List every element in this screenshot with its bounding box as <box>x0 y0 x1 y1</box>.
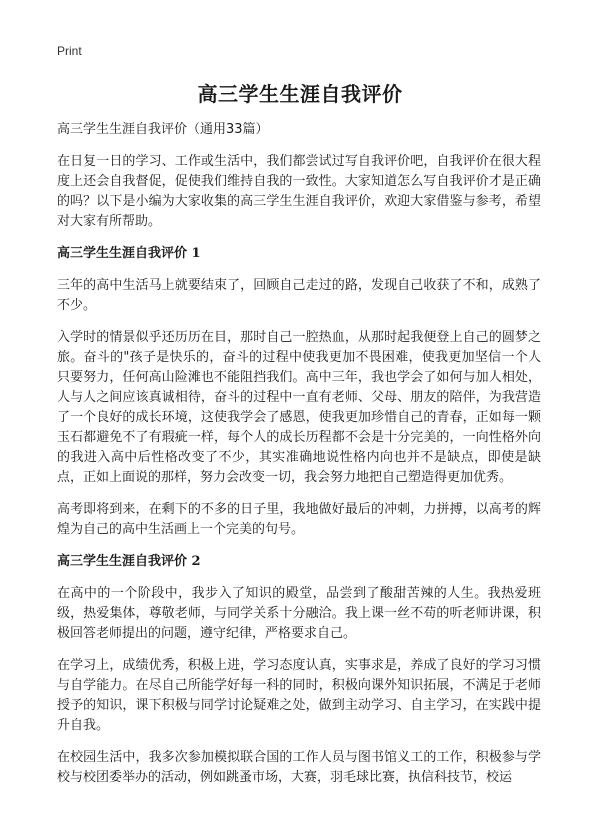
document-body <box>57 120 541 800</box>
section-paragraph: 在学习上，成绩优秀，积极上进，学习态度认真，实事求是，养成了良好的学习习惯与自学能力。在尽自己所能学好每一科的同时，积极向课外知识拓展，不满足于老师授予的知识，课下积极与同学讨论疑难之处，做到主动学习、自主学习，在实践中提升自我。 <box>57 658 541 733</box>
document-subtitle: 高三学生生涯自我评价（通用33篇） <box>57 122 269 137</box>
section-heading: 高三学生生涯自我评价 2 <box>57 554 201 569</box>
print-link[interactable]: Print <box>57 44 82 58</box>
section-paragraph: 高考即将到来，在剩下的不多的日子里，我地做好最后的冲刺，力拼搏，以高考的辉煌为自己的高中生活画上一个完美的句号。 <box>57 502 541 537</box>
page-title: 高三学生生涯自我评价 <box>197 82 403 106</box>
intro-paragraph: 在日复一日的学习、工作或生活中，我们都尝试过写自我评价吧，自我评价在很大程度上还会自我督促，促使我们维持自我的一致性。大家知道怎么写自我评价才是正确的吗？以下是小编为大家收集的高三学生生涯自我评价，欢迎大家借鉴与参考，希望对大家有所帮助。 <box>57 154 541 229</box>
section-paragraph: 在高中的一个阶段中，我步入了知识的殿堂，品尝到了酸甜苦辣的人生。我热爱班级，热爱集体，尊敬老师，与同学关系十分融洽。我上课一丝不苟的听老师讲课，积极回答老师提出的问题，遵守纪律，严格要求自己。 <box>57 586 541 641</box>
section-paragraph: 入学时的情景似乎还历历在目，那时自己一腔热血，从那时起我便登上自己的圆梦之旅。奋斗的"孩子是快乐的，奋斗的过程中使我更加不畏困难，使我更加坚信一个人只要努力，任何高山险滩也不能阻挡我们。高中三年，我也学会了如何与加人相处，人与人之间应该真诚相待，奋斗的过程中一直有老师、父母、朋友的陪伴，为我营造了一个良好的成长环境，这使我学会了感恩，使我更加珍惜自己的青春，正如每一颗玉石都避免不了有瑕疵一样，每个人的成长历程都不会是十分完美的，一向性格外向的我进入高中后性格改变了不少，其实准确地说性格内向也并不是缺点，即使是缺点，正如上面说的那样，努力会改变一切，我会努力地把自己塑造得更加优秀。 <box>57 330 541 485</box>
section-2 <box>57 552 541 788</box>
section-1 <box>57 244 541 540</box>
section-heading: 高三学生生涯自我评价 1 <box>57 246 201 261</box>
section-paragraph: 三年的高中生活马上就要结束了，回顾自己走过的路，发现自己收获了不和，成熟了不少。 <box>57 278 541 313</box>
section-paragraph: 在校园生活中，我多次参加模拟联合国的工作人员与图书馆义工的工作，积极参与学校与校团委举办的活动，例如跳蚤市场，大赛，羽毛球比赛，执信科技节，校运 <box>57 750 541 785</box>
